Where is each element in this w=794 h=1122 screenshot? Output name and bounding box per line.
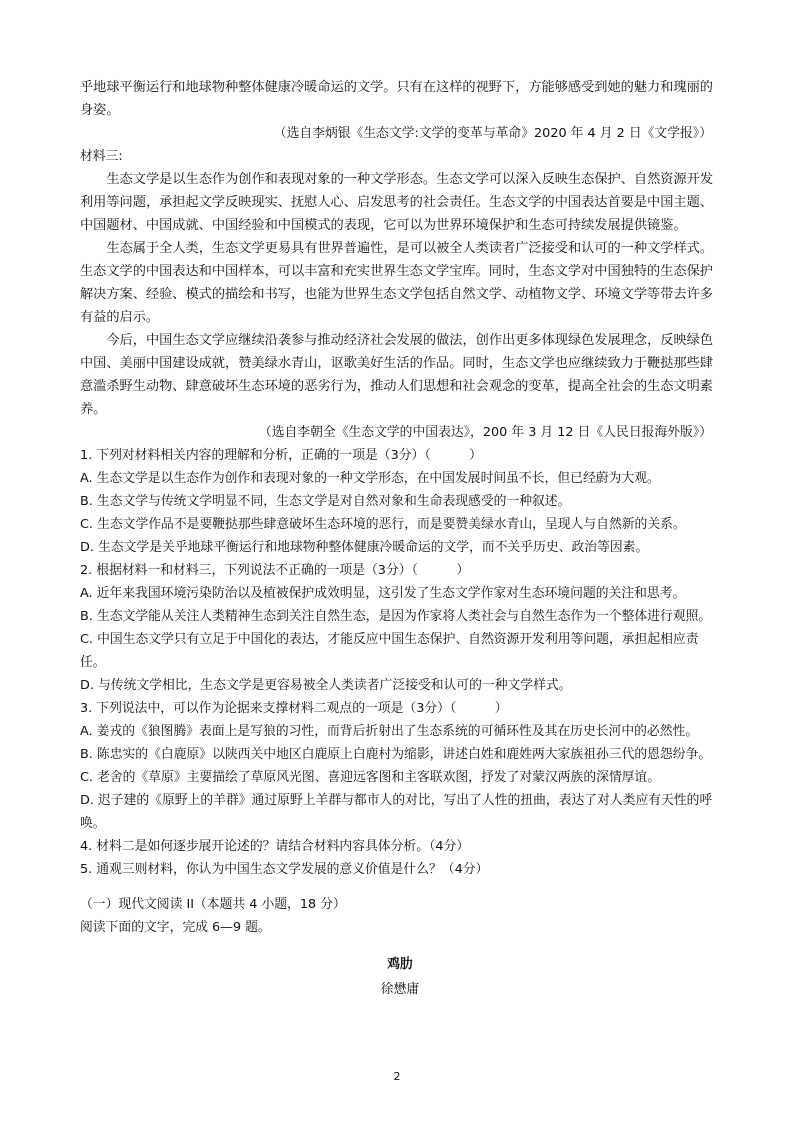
- question-1-stem: 1. 下列对材料相关内容的理解和分析，正确的一项是（3分）（ ）: [80, 448, 482, 463]
- article-title: 鸡肋: [387, 957, 413, 972]
- question-1-option-b: B. 生态文学与传统文学明显不同，生态文学是对自然对象和生命表现感受的一种叙述。: [80, 494, 571, 509]
- question-1-option-a: A. 生态文学是以生态作为创作和表现对象的一种文学形态，在中国发展时间虽不长，但已经蔚为大观。: [80, 471, 660, 486]
- question-2-option-d: D. 与传统文学相比，生态文学是更容易被全人类读者广泛接受和认可的一种文学样式。: [80, 678, 572, 693]
- material3-label: 材料三:: [80, 149, 123, 164]
- question-4: 4. 材料二是如何逐步展开论述的？请结合材料内容具体分析。（4分）: [80, 839, 470, 854]
- section-heading: （一）现代文阅读 II（本题共 4 小题，18 分）: [80, 897, 346, 912]
- material3-paragraph: 生态属于全人类，生态文学更易具有世界普遍性，是可以被全人类读者广泛接受和认可的一种文学样式。生态文学的中国表达和中国样本，可以丰富和充实世界生态文学宝库。同时，生态文学对中国独特的生态保护解决方案、经验、模式的描绘和书写，也能为世界生态文学包括自然文学、动植物文学、环境文学等带去许多有益的启示。: [80, 241, 714, 325]
- document-page: [80, 76, 720, 1001]
- question-2-stem: 2. 根据材料一和材料三，下列说法不正确的一项是（3分）（ ）: [80, 563, 470, 578]
- question-3-option-c: C. 老舍的《草原》主要描绘了草原风光图、喜迎远客图和主客联欢图，抒发了对蒙汉两族的深情厚谊。: [80, 770, 661, 785]
- question-3-stem: 3. 下列说法中，可以作为论据来支撑材料二观点的一项是（3分）（ ）: [80, 701, 508, 716]
- question-2-option-a: A. 近年来我国环境污染防治以及植被保护成效明显，这引发了生态文学作家对生态环境问题的关注和思考。: [80, 586, 686, 601]
- article-author: 徐懋庸: [380, 982, 420, 997]
- material2-tail-paragraph: 乎地球平衡运行和地球物种整体健康冷暖命运的文学。只有在这样的视野下，方能够感受到她的魅力和瑰丽的身姿。: [80, 80, 713, 118]
- section-instruction: 阅读下面的文字，完成 6—9 题。: [80, 920, 271, 935]
- material3-source: （选自李朝全《生态文学的中国表达》，200 年 3 月 12 日《人民日报海外版》）: [258, 425, 712, 440]
- question-1-option-d: D. 生态文学是关乎地球平衡运行和地球物种整体健康冷暖命运的文学，而不关乎历史、政治等因素。: [80, 540, 649, 555]
- question-2-option-c: C. 中国生态文学只有立足于中国化的表达，才能反应中国生态保护、自然资源开发利用等问题，承担起相应责任。: [80, 632, 699, 670]
- question-3-option-d: D. 迟子建的《原野上的羊群》通过原野上羊群与都市人的对比，写出了人性的扭曲，表达了对人类应有天性的呼唤。: [80, 793, 713, 831]
- question-5: 5. 通观三则材料，你认为中国生态文学发展的意义价值是什么？（4分）: [80, 862, 489, 877]
- question-1-option-c: C. 生态文学作品不是要鞭挞那些肆意破坏生态环境的恶行，而是要赞美绿水青山，呈现人与自然新的关系。: [80, 517, 686, 532]
- page-number: 2: [393, 1070, 401, 1083]
- material3-paragraph: 今后，中国生态文学应继续沿袭参与推动经济社会发展的做法，创作出更多体现绿色发展理念，反映绿色中国、美丽中国建设成就，赞美绿水青山，讴歌美好生活的作品。同时，生态文学也应继续致力于鞭挞那些肆意滥杀野生动物、肆意破坏生态环境的恶劣行为，推动人们思想和社会观念的变革，提高全社会的生态文明素养。: [80, 333, 714, 417]
- question-3-option-a: A. 姜戎的《狼图腾》表面上是写狼的习性，而背后折射出了生态系统的可循环性及其在历史长河中的必然性。: [80, 724, 699, 739]
- question-2-option-b: B. 生态文学能从关注人类精神生态到关注自然生态，是因为作家将人类社会与自然生态作为一个整体进行观照。: [80, 609, 712, 624]
- material3-paragraph: 生态文学是以生态作为创作和表现对象的一种文学形态。生态文学可以深入反映生态保护、自然资源开发利用等问题，承担起文学反映现实、抚慰人心、启发思考的社会责任。生态文学的中国表达首要是中国主题、中国题材、中国成就、中国经验和中国模式的表现，它可以为世界环境保护和生态可持续发展提供镜鉴。: [80, 172, 714, 233]
- material2-source: （选自李炳银《生态文学:文学的变革与革命》2020 年 4 月 2 日《文学报》）: [273, 126, 712, 141]
- question-3-option-b: B. 陈忠实的《白鹿原》以陕西关中地区白鹿原上白鹿村为缩影，讲述白姓和鹿姓两大家族祖孙三代的恩怨纷争。: [80, 747, 712, 762]
